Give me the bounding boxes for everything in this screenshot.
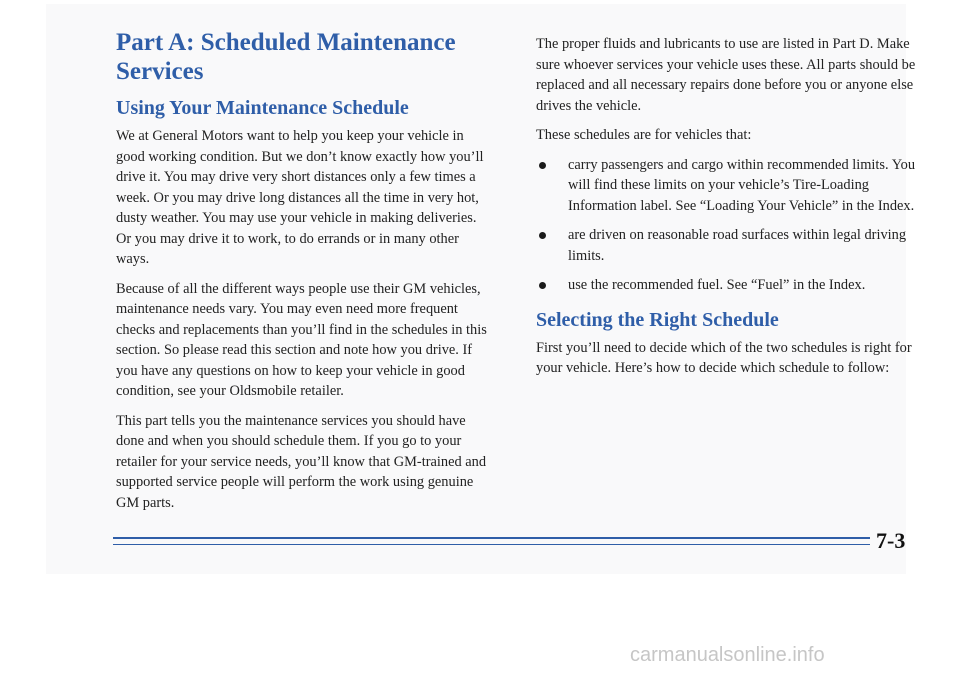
left-column bbox=[116, 28, 494, 522]
vehicle-conditions-list bbox=[536, 155, 934, 296]
paragraph-lead: These schedules are for vehicles that: bbox=[536, 127, 752, 143]
paragraph: Because of all the different ways people use their GM vehicles, maintenance needs vary. You may even need more frequent checks and replacements than you’ll find in the schedules in this section. So please read this section and note how you drive. If you have any questions on how to keep your vehicle in good condition, see your Oldsmobile retailer. bbox=[116, 280, 487, 399]
paragraph-intro: The proper fluids and lubricants to use are listed in Part D. Make sure whoever services your vehicle uses these. All parts should be replaced and all necessary repairs done before you or anyone else drives the vehicle. bbox=[536, 36, 916, 114]
right-column bbox=[536, 34, 934, 388]
list-item bbox=[536, 225, 934, 266]
bullet-icon bbox=[539, 162, 546, 169]
bullet-icon bbox=[539, 282, 546, 289]
list-item-text: are driven on reasonable road surfaces within legal driving limits. bbox=[568, 227, 907, 264]
list-item-text: carry passengers and cargo within recommended limits. You will find these limits on your vehicle’s Tire-Loading Information label. See “Loading Your Vehicle” in the Index. bbox=[568, 156, 916, 214]
manual-page bbox=[46, 4, 916, 574]
part-title: Part A: Scheduled Maintenance Services bbox=[116, 29, 456, 85]
bullet-icon bbox=[539, 232, 546, 239]
page-number: 7-3 bbox=[876, 528, 906, 553]
watermark-text: carmanualsonline.info bbox=[630, 644, 825, 666]
list-item bbox=[536, 155, 934, 217]
section-title-using-schedule: Using Your Maintenance Schedule bbox=[116, 97, 409, 119]
list-item-text: use the recommended fuel. See “Fuel” in the Index. bbox=[568, 277, 866, 293]
paragraph: We at General Motors want to help you keep your vehicle in good working condition. But we don’t know exactly how you’ll drive it. You may drive very short distances only a few times a week. Or you may drive long distances all the time in very hot, dusty weather. You may use your vehicle in making deliveries. Or you may drive it to work, to do errands or in many other ways. bbox=[116, 128, 484, 267]
section-title-selecting-schedule: Selecting the Right Schedule bbox=[536, 308, 779, 331]
footer-rule bbox=[113, 537, 870, 539]
paragraph-closing: First you’ll need to decide which of the two schedules is right for your vehicle. Here’s how to decide which schedule to follow: bbox=[536, 339, 912, 376]
footer-rule-thin bbox=[113, 544, 870, 545]
paragraph: This part tells you the maintenance services you should have done and when you should schedule them. If you go to your retailer for your service needs, you’ll know that GM-trained and supported service people will perform the work using genuine GM parts. bbox=[116, 412, 487, 511]
list-item bbox=[536, 275, 934, 296]
